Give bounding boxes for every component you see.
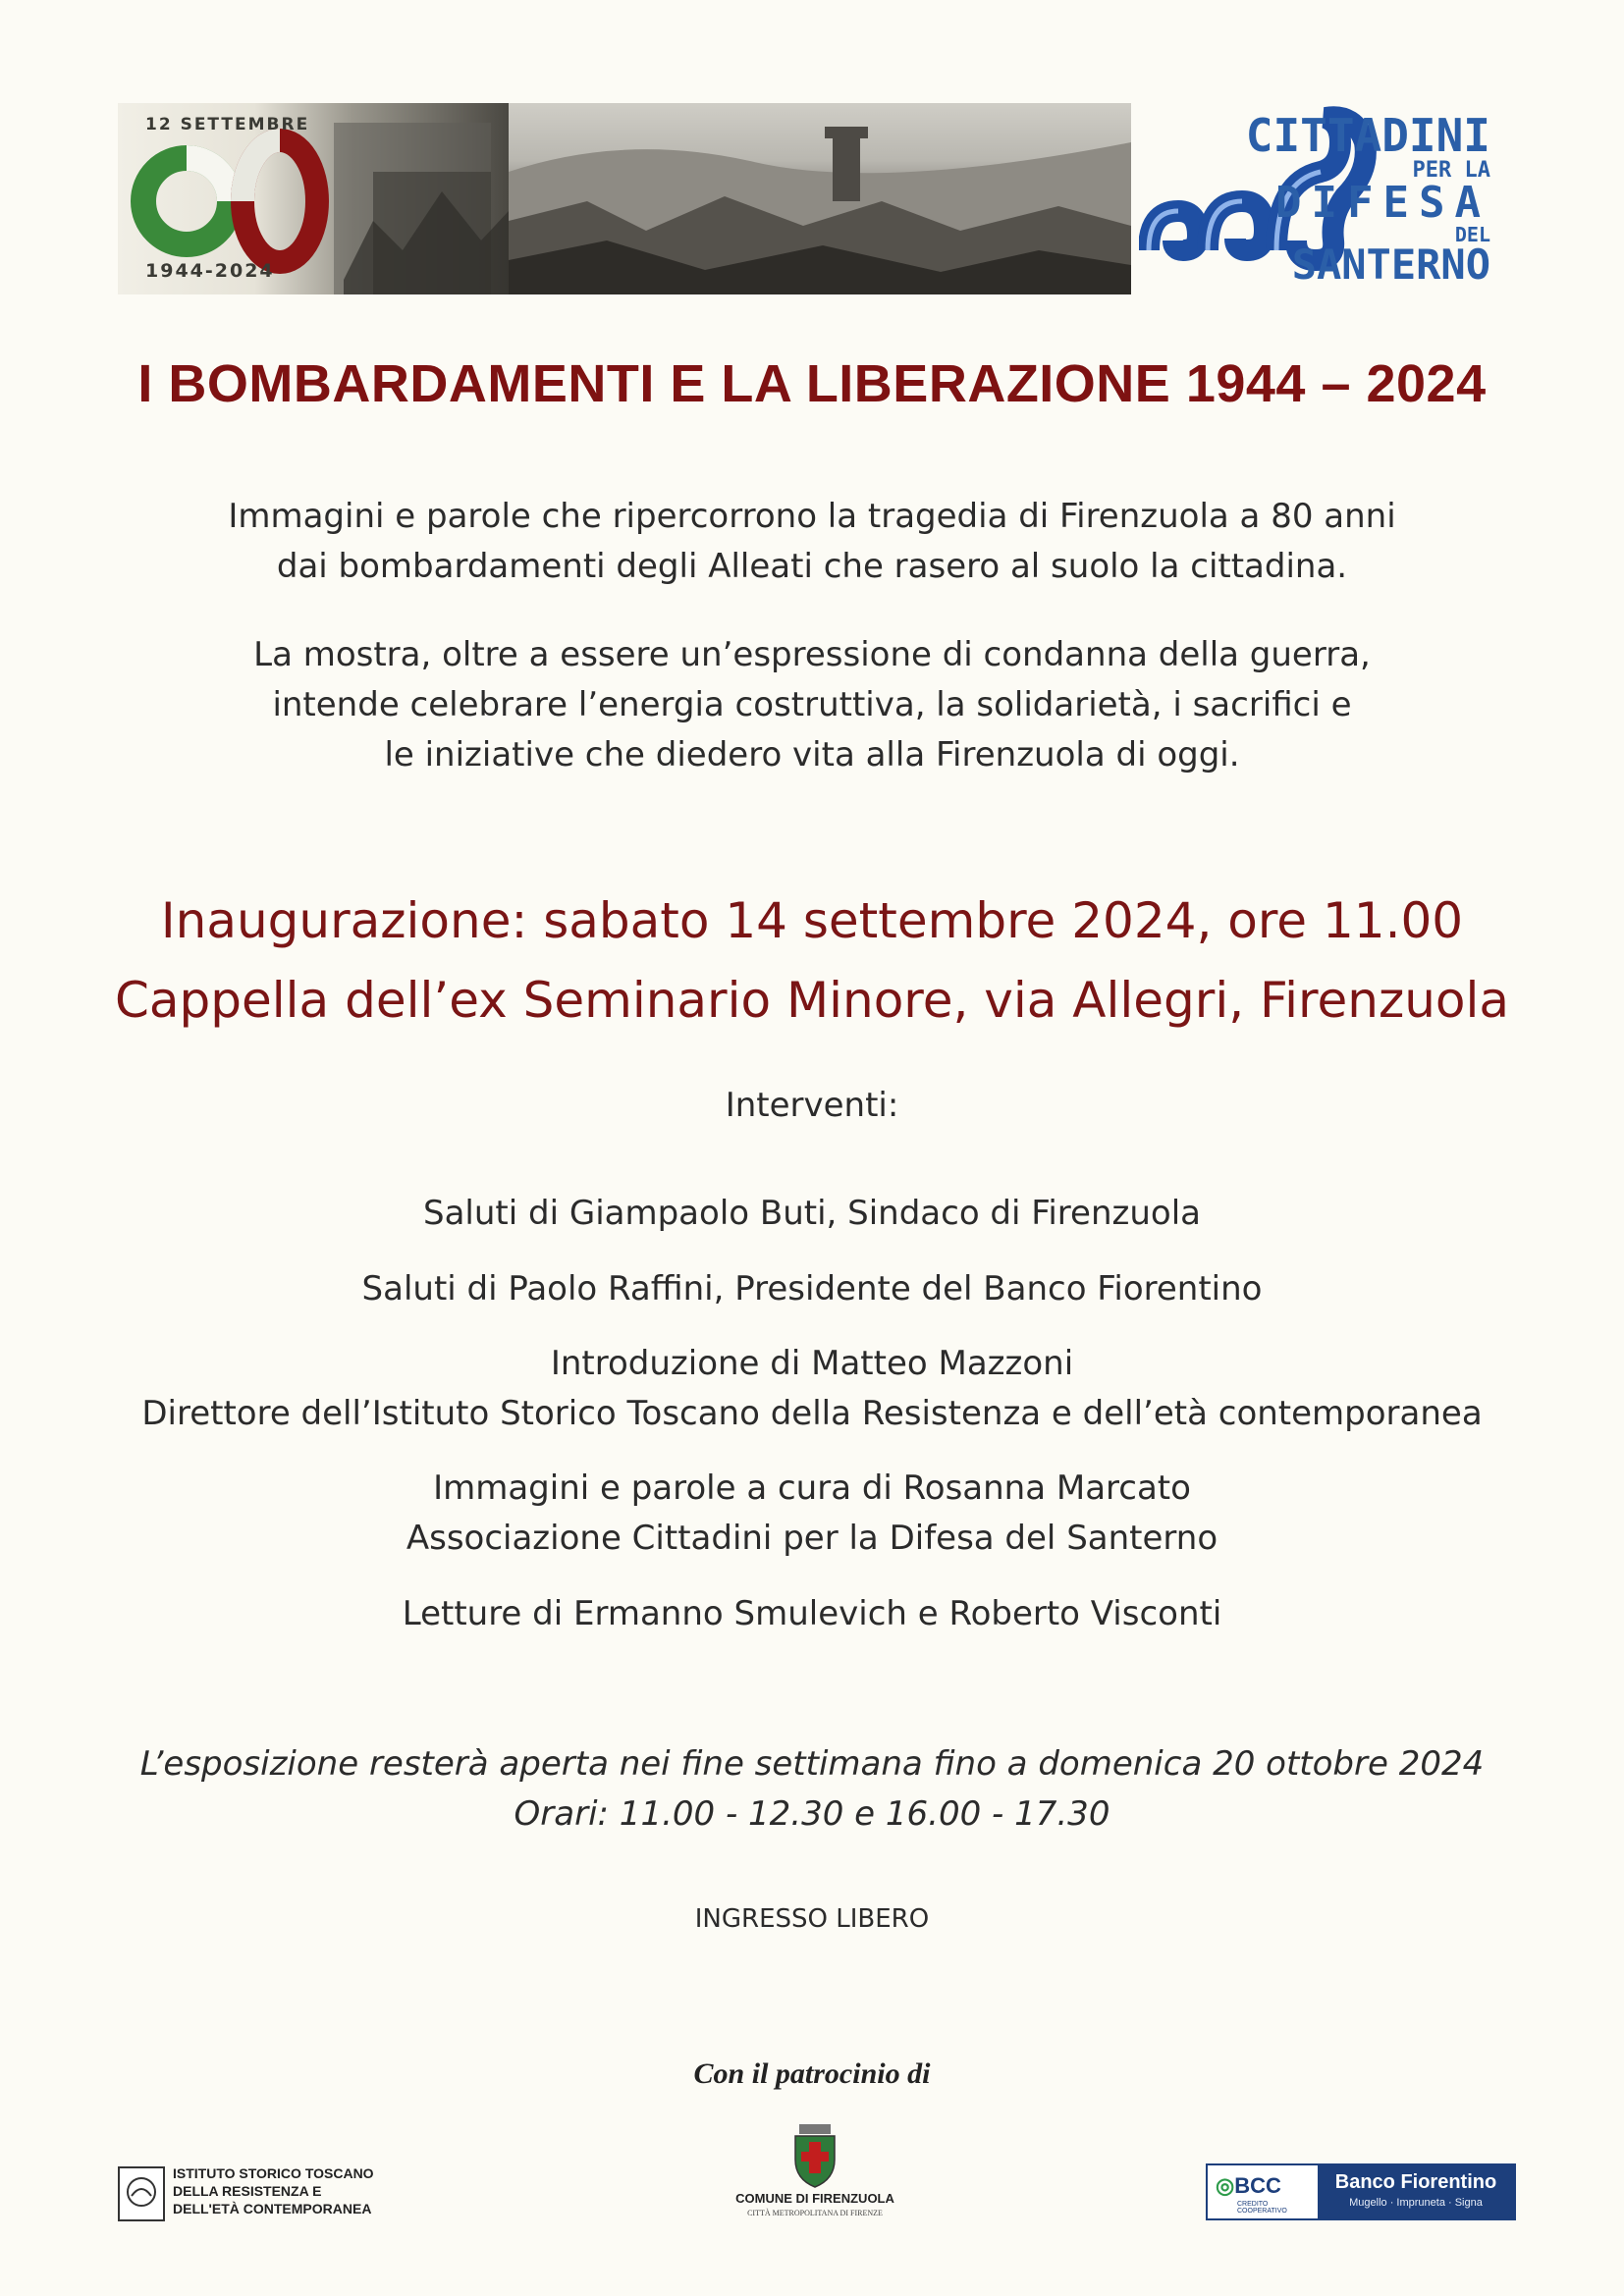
- exhibition-dates: L’esposizione resterà aperta nei fine settimana fino a domenica 20 ottobre 2024: [139, 1744, 1485, 1784]
- bank-locations: Mugello · Impruneta · Signa: [1349, 2197, 1483, 2209]
- association-logo: [1139, 103, 1502, 294]
- page-title: I BOMBARDAMENTI E LA LIBERAZIONE 1944 – 2024: [137, 354, 1487, 413]
- bcc-symbol-icon: ◎: [1216, 2173, 1235, 2198]
- speaker-item: Letture di Ermanno Smulevich e Roberto Visconti: [402, 1594, 1222, 1633]
- bcc-banco-fiorentino-logo: [1206, 2163, 1516, 2220]
- bank-name: Banco Fiorentino: [1334, 2171, 1497, 2193]
- bcc-mark: ◎BCC: [1216, 2173, 1281, 2198]
- comune-subtitle: CITTÀ METROPOLITANA DI FIRENZE: [747, 2209, 883, 2217]
- exhibition-hours: Orari: 11.00 - 12.30 e 16.00 - 17.30: [514, 1794, 1110, 1834]
- comune-logo: [727, 2120, 903, 2228]
- inauguration-date: Inaugurazione: sabato 14 settembre 2024, ore 11.00: [160, 892, 1464, 949]
- coat-of-arms-icon: [785, 2120, 844, 2189]
- speaker-item: Saluti di Giampaolo Buti, Sindaco di Firenzuola: [423, 1194, 1201, 1233]
- isrt-emblem-icon: [118, 2166, 165, 2221]
- inauguration-block: [0, 881, 1624, 1041]
- comune-name: COMUNE DI FIRENZUOLA: [735, 2191, 894, 2206]
- war-ruins-photo: [509, 103, 1131, 294]
- inauguration-venue: Cappella dell’ex Seminario Minore, via Allegri, Firenzuola: [114, 972, 1510, 1029]
- isrt-name: ISTITUTO STORICO TOSCANO DELLA RESISTENZA E DELL'ETÀ CONTEMPORANEA: [173, 2165, 374, 2216]
- ruins-illustration: [509, 103, 1131, 294]
- patronage-label: Con il patrocinio di: [693, 2057, 931, 2090]
- intro-paragraph-2: La mostra, oltre a essere un’espressione di condanna della guerra, intende celebrare l’energia costruttiva, la solidarietà, i sacrifici e le iniziative che diedero vita alla Firenzuola di oggi.: [253, 635, 1371, 774]
- intro-paragraph-1: Immagini e parole che ripercorrono la tragedia di Firenzuola a 80 anni dai bombardamenti degli Alleati che rasero al suolo la cittadina.: [228, 497, 1396, 586]
- association-name: CITTADINI PER LA DIFESA DEL SANTERNO: [1245, 109, 1490, 289]
- header-banner: [118, 103, 1502, 294]
- speakers-heading: Interventi:: [725, 1086, 899, 1125]
- anniversary-date: 12 SETTEMBRE: [145, 115, 310, 134]
- exhibition-info: [0, 1739, 1624, 1840]
- anniversary-logo: [118, 103, 509, 294]
- speaker-item: Immagini e parole a cura di Rosanna Marcato Associazione Cittadini per la Difesa del Santerno: [406, 1468, 1218, 1558]
- free-entry-note: INGRESSO LIBERO: [694, 1904, 930, 1934]
- bcc-subtitle: CREDITO COOPERATIVO: [1237, 2201, 1287, 2215]
- speaker-item: Introduzione di Matteo Mazzoni Direttore dell’Istituto Storico Toscano della Resistenza e dell’età contemporanea: [141, 1344, 1483, 1433]
- anniversary-years: 1944-2024: [145, 260, 275, 282]
- speaker-item: Saluti di Paolo Raffini, Presidente del Banco Fiorentino: [361, 1269, 1263, 1308]
- isrt-logo: [118, 2164, 373, 2223]
